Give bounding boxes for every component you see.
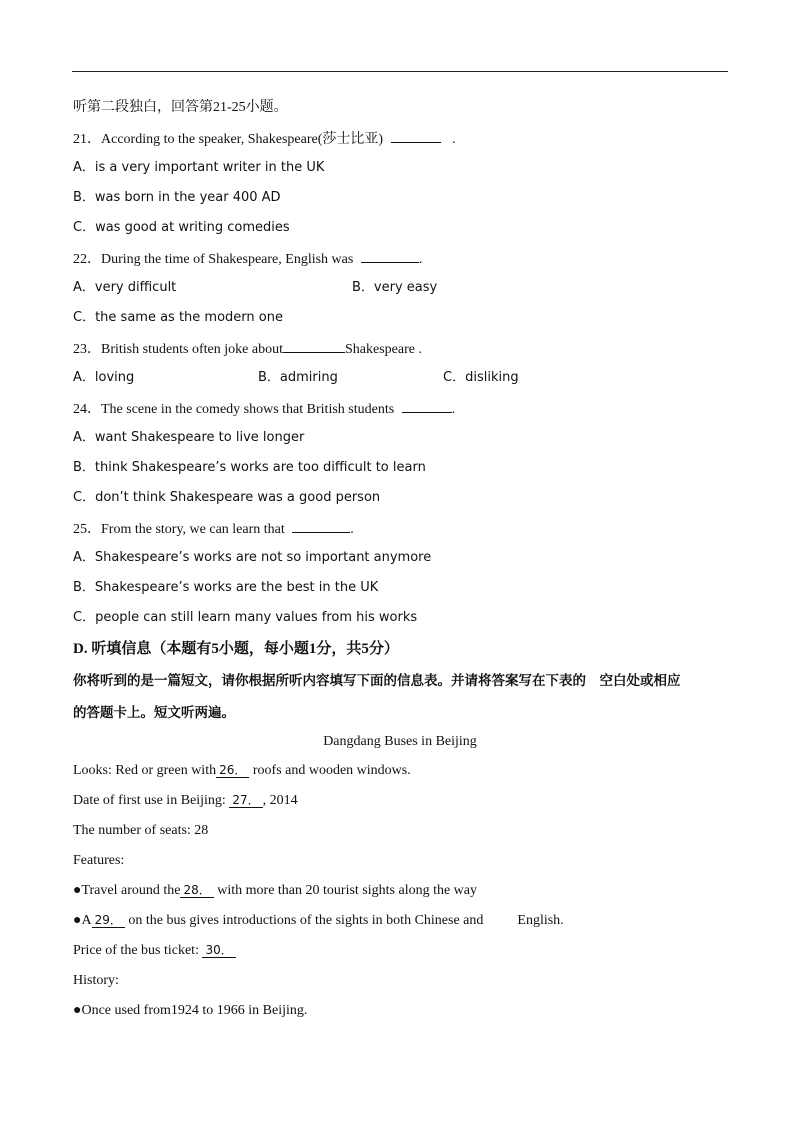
option-25c: C．people can still learn many values from his works [73,610,418,625]
option-25b: B．Shakespeare’s works are the best in the UK [73,580,379,595]
info-feature-1-label: ●Travel around the [73,883,181,898]
option-21a: A．is a very important writer in the UK [73,160,325,175]
option-21c: C．was good at writing comedies [73,220,290,235]
option-23c: C．disliking [443,370,519,385]
option-24b: B．think Shakespeare’s works are too difficult to learn [73,460,426,475]
info-features-label: Features: [73,853,125,868]
question-23-stem: 23．British students often joke about [73,342,283,357]
info-title: Dangdang Buses in Beijing [323,734,477,749]
option-22b: B．very easy [352,280,438,295]
info-feature-2-end: English. [517,913,564,928]
info-date [73,792,298,810]
answer-blank-30[interactable]: 30． [202,943,235,958]
answer-blank-29[interactable]: 29． [92,913,125,928]
option-21b: B．was born in the year 400 AD [73,190,281,205]
header-rule [72,71,728,72]
option-23b: B．admiring [258,370,338,385]
option-25a: A．Shakespeare’s works are not so important anymore [73,550,432,565]
info-feature-1-rest: with more than 20 tourist sights along the way [213,883,478,898]
info-looks [73,762,411,780]
question-23 [73,339,422,359]
question-21-end: . [452,132,456,147]
question-24-end: . [451,402,456,417]
section-d-instruction-1: 你将听到的是一篇短文，请你根据所听内容填写下面的信息表。并请将答案写在下表的 空白处或相应 [73,673,681,689]
question-22 [73,249,422,269]
section-d-instruction-2: 的答题卡上。短文听两遍。 [73,705,235,721]
info-price-label: Price of the bus ticket: [73,943,203,958]
info-looks-rest: roofs and wooden windows. [249,763,411,778]
question-24-stem: 24．The scene in the comedy shows that British students [73,402,395,417]
answer-blank-23[interactable] [283,339,345,353]
answer-blank-27[interactable]: 27． [229,793,262,808]
answer-blank-28[interactable]: 28． [180,883,213,898]
section-intro: 听第二段独白，回答第21-25小题。 [73,100,288,115]
answer-blank-24[interactable] [402,399,452,413]
option-22c: C．the same as the modern one [73,310,283,325]
info-date-rest: , 2014 [262,793,298,808]
info-history-label: History: [73,973,119,988]
info-date-label: Date of first use in Beijing: [73,793,230,808]
question-22-stem: 22．During the time of Shakespeare, English was [73,252,354,267]
info-seats: The number of seats: 28 [73,823,209,838]
option-22a: A．very difficult [73,280,177,295]
info-looks-label: Looks: Red or green with [73,763,217,778]
answer-blank-21[interactable] [391,129,441,143]
info-feature-2 [73,912,564,930]
answer-blank-22[interactable] [361,249,419,263]
question-21-stem: 21．According to the speaker, Shakespeare(莎士比亚) [73,132,384,147]
question-21 [73,129,456,149]
option-24c: C．don’t think Shakespeare was a good person [73,490,381,505]
answer-blank-26[interactable]: 26． [216,763,249,778]
question-23-tail: Shakespeare . [344,342,422,357]
question-25 [73,519,354,539]
question-25-stem: 25．From the story, we can learn that [73,522,285,537]
question-25-end: . [350,522,354,537]
info-history-1: ●Once used from1924 to 1966 in Beijing. [73,1003,308,1018]
info-feature-2-label: ●A [73,913,92,928]
answer-blank-25[interactable] [292,519,350,533]
question-22-end: . [418,252,423,267]
option-23a: A．loving [73,370,135,385]
question-24 [73,399,455,419]
info-feature-1 [73,882,477,900]
option-24a: A．want Shakespeare to live longer [73,430,305,445]
info-feature-2-rest: on the bus gives introductions of the sights in both Chinese and [124,913,484,928]
section-d-heading: D. 听填信息（本题有5小题，每小题1分，共5分） [73,641,399,657]
info-price [73,942,236,960]
